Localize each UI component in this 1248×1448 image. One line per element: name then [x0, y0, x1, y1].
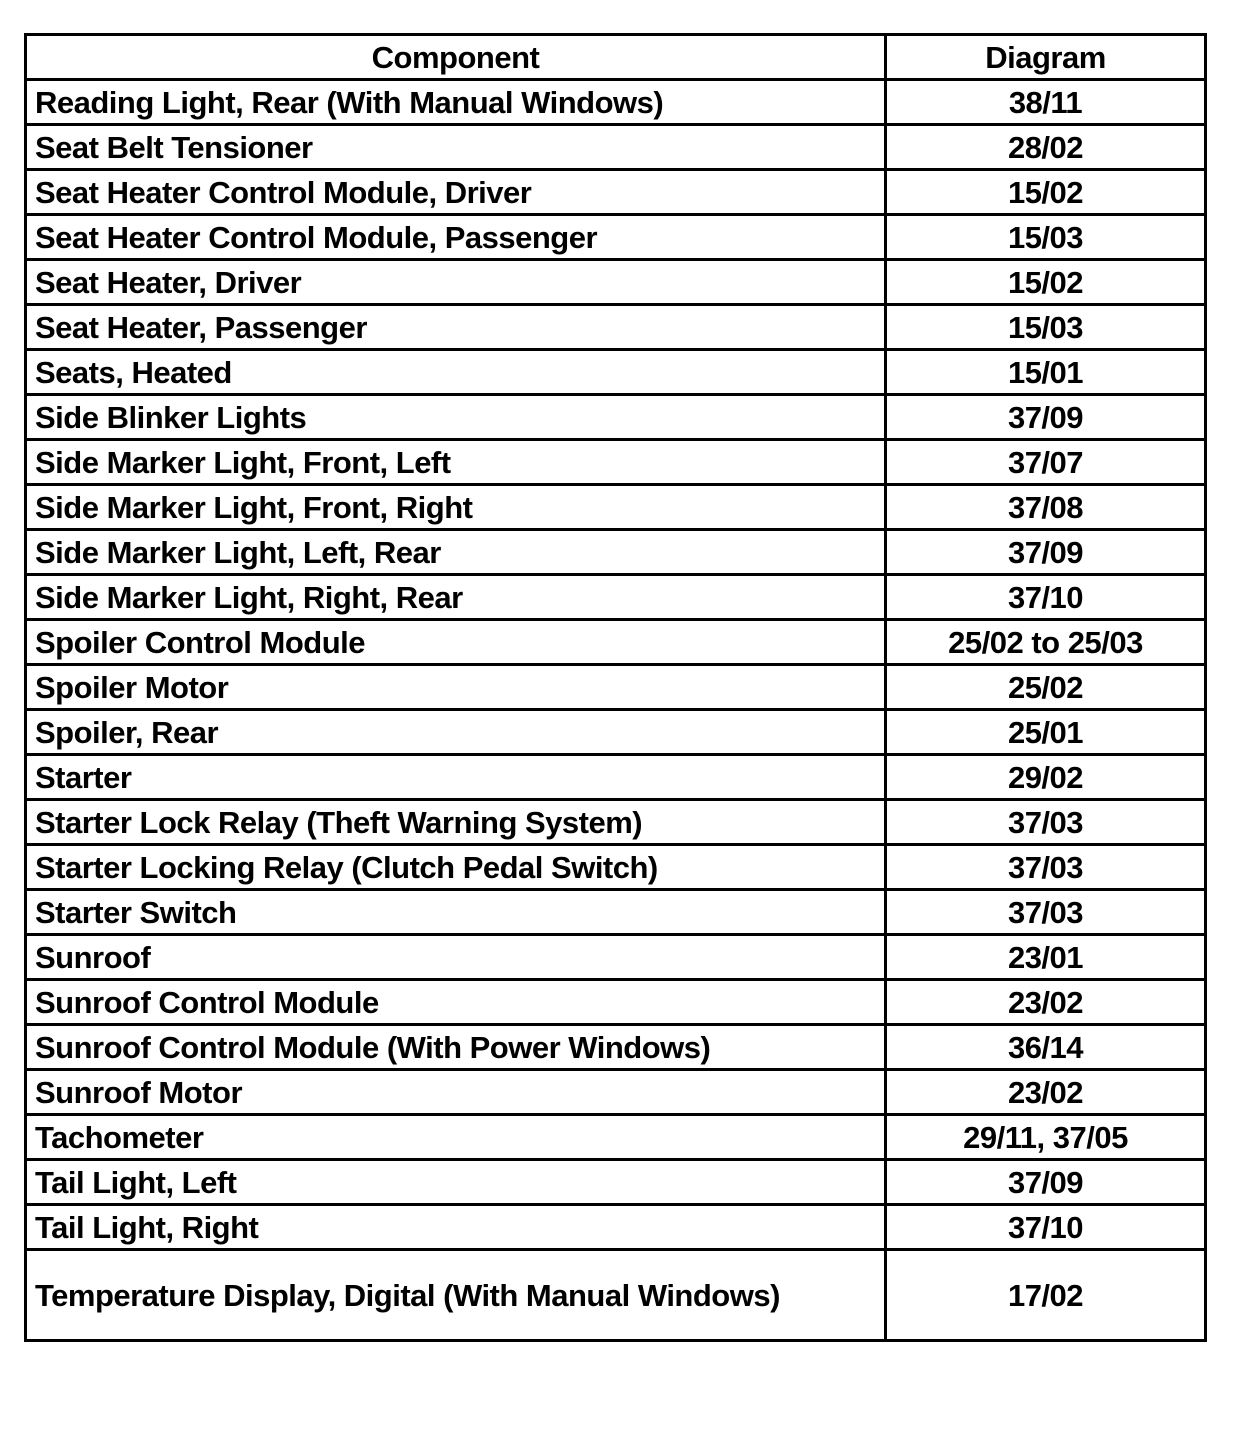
component-cell: Sunroof Control Module [26, 980, 886, 1025]
component-cell: Seat Heater Control Module, Driver [26, 170, 886, 215]
diagram-cell: 17/02 [886, 1250, 1206, 1341]
table-row [26, 1070, 1206, 1115]
table-row [26, 260, 1206, 305]
diagram-cell: 29/11, 37/05 [886, 1115, 1206, 1160]
table-row [26, 890, 1206, 935]
component-cell: Tail Light, Left [26, 1160, 886, 1205]
table-row [26, 1025, 1206, 1070]
table-row [26, 845, 1206, 890]
diagram-cell: 25/01 [886, 710, 1206, 755]
table-row [26, 575, 1206, 620]
table-row [26, 485, 1206, 530]
diagram-cell: 37/09 [886, 395, 1206, 440]
table-row [26, 530, 1206, 575]
table-row [26, 665, 1206, 710]
diagram-cell: 38/11 [886, 80, 1206, 125]
table-row [26, 935, 1206, 980]
table-row [26, 350, 1206, 395]
table-header-row [26, 35, 1206, 80]
diagram-cell: 23/02 [886, 980, 1206, 1025]
component-cell: Sunroof Control Module (With Power Windows) [26, 1025, 886, 1070]
table-row [26, 170, 1206, 215]
component-cell: Sunroof [26, 935, 886, 980]
diagram-cell: 37/03 [886, 845, 1206, 890]
component-cell: Starter Switch [26, 890, 886, 935]
table-body [26, 80, 1206, 1341]
component-cell: Side Marker Light, Left, Rear [26, 530, 886, 575]
diagram-cell: 37/07 [886, 440, 1206, 485]
table-row [26, 1250, 1206, 1341]
component-cell: Seat Heater, Passenger [26, 305, 886, 350]
table-row [26, 620, 1206, 665]
component-cell: Tail Light, Right [26, 1205, 886, 1250]
diagram-cell: 23/01 [886, 935, 1206, 980]
diagram-cell: 37/09 [886, 1160, 1206, 1205]
table-row [26, 800, 1206, 845]
component-cell: Spoiler, Rear [26, 710, 886, 755]
diagram-cell: 37/08 [886, 485, 1206, 530]
component-cell: Temperature Display, Digital (With Manual Windows) [26, 1250, 886, 1341]
diagram-cell: 29/02 [886, 755, 1206, 800]
component-cell: Sunroof Motor [26, 1070, 886, 1115]
component-cell: Side Marker Light, Front, Left [26, 440, 886, 485]
table-row [26, 1160, 1206, 1205]
component-cell: Side Blinker Lights [26, 395, 886, 440]
component-cell: Starter Lock Relay (Theft Warning System) [26, 800, 886, 845]
diagram-cell: 37/09 [886, 530, 1206, 575]
table-row [26, 215, 1206, 260]
diagram-cell: 15/03 [886, 305, 1206, 350]
diagram-cell: 15/01 [886, 350, 1206, 395]
component-cell: Seat Heater, Driver [26, 260, 886, 305]
table-row [26, 1205, 1206, 1250]
diagram-cell: 36/14 [886, 1025, 1206, 1070]
component-cell: Starter Locking Relay (Clutch Pedal Switch) [26, 845, 886, 890]
component-cell: Seat Heater Control Module, Passenger [26, 215, 886, 260]
table-row [26, 710, 1206, 755]
table-row [26, 80, 1206, 125]
table-row [26, 440, 1206, 485]
component-index-sheet [24, 33, 1204, 1342]
component-cell: Reading Light, Rear (With Manual Windows) [26, 80, 886, 125]
table-row [26, 980, 1206, 1025]
diagram-cell: 15/03 [886, 215, 1206, 260]
component-cell: Starter [26, 755, 886, 800]
component-diagram-table [24, 33, 1207, 1342]
diagram-column-header: Diagram [886, 35, 1206, 80]
component-cell: Side Marker Light, Right, Rear [26, 575, 886, 620]
diagram-cell: 37/03 [886, 890, 1206, 935]
component-cell: Side Marker Light, Front, Right [26, 485, 886, 530]
table-row [26, 1115, 1206, 1160]
component-cell: Tachometer [26, 1115, 886, 1160]
diagram-cell: 37/03 [886, 800, 1206, 845]
diagram-cell: 25/02 to 25/03 [886, 620, 1206, 665]
component-cell: Spoiler Control Module [26, 620, 886, 665]
diagram-cell: 37/10 [886, 575, 1206, 620]
table-row [26, 395, 1206, 440]
component-cell: Spoiler Motor [26, 665, 886, 710]
component-column-header: Component [26, 35, 886, 80]
diagram-cell: 25/02 [886, 665, 1206, 710]
diagram-cell: 37/10 [886, 1205, 1206, 1250]
table-row [26, 755, 1206, 800]
diagram-cell: 28/02 [886, 125, 1206, 170]
component-cell: Seat Belt Tensioner [26, 125, 886, 170]
diagram-cell: 15/02 [886, 260, 1206, 305]
diagram-cell: 23/02 [886, 1070, 1206, 1115]
table-row [26, 305, 1206, 350]
component-cell: Seats, Heated [26, 350, 886, 395]
table-row [26, 125, 1206, 170]
diagram-cell: 15/02 [886, 170, 1206, 215]
